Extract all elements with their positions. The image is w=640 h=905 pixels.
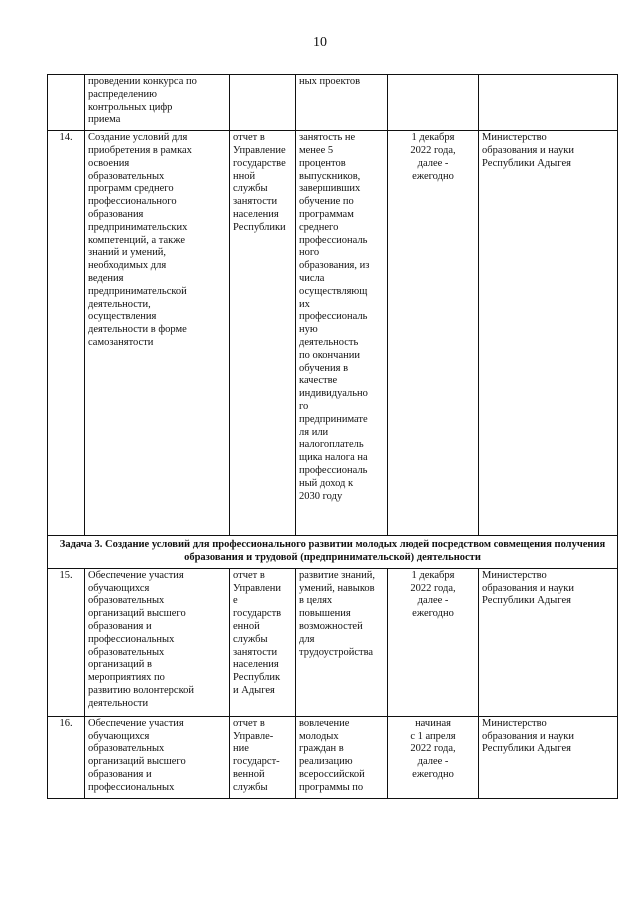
cell-text-line: деятельности, [88, 298, 151, 310]
cell-text-line: Министерство [482, 717, 547, 729]
cell-text-line: занятости [233, 196, 278, 208]
cell-text-line: развитию волонтерской [88, 684, 195, 696]
cell-text-line: самозанятости [88, 336, 154, 348]
cell-text-line: профессионального [88, 196, 177, 208]
deadline-cell [388, 716, 479, 798]
row-number: 15. [48, 568, 85, 716]
cell-text-line: образования и науки [482, 582, 574, 594]
cell-text-line: умений, навыков [299, 582, 375, 594]
cell-text-line: для [299, 633, 315, 645]
cell-text-line: осуществляющ [299, 285, 368, 297]
cell-text-line: образовательных [88, 646, 165, 658]
cell-text-line: предпринимательской [88, 285, 187, 297]
cell-text-line: и Адыгея [233, 684, 275, 696]
cell-text-line: с 1 апреля [410, 730, 456, 742]
activity-cell [85, 131, 230, 536]
cell-text-line: ведения [88, 272, 124, 284]
cell-text-line: государст- [233, 756, 280, 768]
cell-text-line: образовательных [88, 170, 165, 182]
cell-text-line: образования и [88, 768, 152, 780]
cell-text-line: деятельность [299, 336, 359, 348]
cell-text-line: ный доход к [299, 477, 354, 489]
executor-cell [479, 568, 618, 716]
cell-text-line: профессиональных [88, 781, 175, 793]
cell-text-line: профессиональ [299, 311, 368, 323]
indicator-cell [296, 131, 388, 536]
cell-text-line: щика налога на [299, 452, 368, 464]
cell-text-line: отчет в [233, 132, 265, 144]
cell-text-line: отчет в [233, 569, 265, 581]
cell-text-line: образовательных [88, 743, 165, 755]
cell-text-line: енной [233, 620, 260, 632]
cell-text-line: обучающихся [88, 730, 150, 742]
cell-text-line: далее - [417, 157, 449, 169]
cell-text-line: распределению [88, 88, 157, 100]
cell-text-line: трудоустройства [299, 646, 374, 658]
cell-text-line: ежегодно [412, 170, 454, 182]
cell-text-line: завершивших [299, 183, 361, 195]
cell-text-line: ежегодно [412, 768, 454, 780]
cell-text-line: проведении конкурса по [88, 76, 197, 87]
cell-text-line: 2022 года, [410, 144, 456, 156]
cell-text-line: мероприятиях по [88, 672, 165, 684]
cell-text-line: профессиональных [88, 633, 175, 645]
executor-cell [479, 131, 618, 536]
cell-text-line: 1 декабря [411, 132, 455, 144]
cell-text-line: возможностей [299, 620, 363, 632]
activity-cell [85, 716, 230, 798]
cell-text-line: контрольных цифр [88, 101, 173, 113]
deadline-cell [388, 131, 479, 536]
cell-text-line: населения [233, 659, 279, 671]
cell-text-line: образовательных [88, 595, 165, 607]
indicator-cell [296, 716, 388, 798]
cell-text-line: го [299, 400, 309, 412]
cell-text-line: реализацию [299, 756, 353, 768]
cell-text-line: Республик [233, 672, 281, 684]
cell-text-line: занятости [233, 646, 278, 658]
cell-text-line: образования и науки [482, 730, 574, 742]
cell-text-line: обучения в [299, 362, 349, 374]
cell-text-line: налогоплатель [299, 439, 364, 451]
cell-text-line: ежегодно [412, 608, 454, 620]
cell-text-line: Республики [233, 221, 286, 233]
cell-text-line: по окончании [299, 349, 360, 361]
cell-text-line: 1 декабря [411, 569, 455, 581]
cell-text-line: приема [88, 114, 121, 126]
cell-text-line: Республики Адыгея [482, 743, 571, 755]
cell-text-line: организаций высшего [88, 756, 186, 768]
deadline-cell [388, 75, 479, 131]
cell-text-line: обучение по [299, 196, 354, 208]
cell-text-line: индивидуально [299, 388, 368, 400]
cell-text-line: менее 5 [299, 144, 334, 156]
cell-text-line: программам [299, 208, 354, 220]
cell-text-line: службы [233, 781, 268, 793]
executor-cell [479, 75, 618, 131]
cell-text-line: осуществления [88, 311, 157, 323]
cell-text-line: развитие знаний, [299, 569, 376, 581]
cell-text-line: Управлени [233, 582, 281, 594]
cell-text-line: знаний и умений, [88, 247, 167, 259]
cell-text-line: выпускников, [299, 170, 361, 182]
page-number: 10 [313, 35, 327, 50]
cell-text-line: ние [233, 743, 249, 755]
cell-text-line: их [299, 298, 310, 310]
report-document-cell [230, 131, 296, 536]
cell-text-line: 2030 году [299, 490, 343, 502]
cell-text-line: занятость не [299, 132, 356, 144]
task-heading: Задача 3. Создание условий для профессионального развитии молодых людей посредством совмещения получения образования и трудовой (предпринимательской) деятельности [48, 536, 618, 569]
cell-text-line: числа [299, 272, 325, 284]
cell-text-line: освоения [88, 157, 130, 169]
activity-cell [85, 75, 230, 131]
plan-table [47, 74, 618, 799]
cell-text-line: граждан в [299, 743, 344, 755]
cell-text-line: в целях [299, 595, 333, 607]
cell-text-line: предпринимательских [88, 221, 188, 233]
cell-text-line: образования и [88, 620, 152, 632]
cell-text-line: необходимых для [88, 260, 167, 272]
cell-text-line: Управле- [233, 730, 274, 742]
cell-text-line: профессиональ [299, 464, 368, 476]
cell-text-line: ного [299, 247, 320, 259]
report-document-cell [230, 568, 296, 716]
cell-text-line: вовлечение [299, 717, 350, 729]
cell-text-line: деятельности в форме [88, 324, 187, 336]
cell-text-line: приобретения в рамках [88, 144, 192, 156]
cell-text-line: 2022 года, [410, 582, 456, 594]
cell-text-line: далее - [417, 595, 449, 607]
cell-text-line: отчет в [233, 717, 265, 729]
executor-cell [479, 716, 618, 798]
cell-text-line: молодых [299, 730, 339, 742]
cell-text-line: профессиональ [299, 234, 368, 246]
table-row [48, 568, 618, 716]
cell-text-line: далее - [417, 756, 449, 768]
cell-text-line: Министерство [482, 132, 547, 144]
cell-text-line: Создание условий для [88, 132, 188, 144]
cell-text-line: Управление [233, 144, 286, 156]
cell-text-line: государстве [233, 157, 286, 169]
activity-cell [85, 568, 230, 716]
row-number [48, 75, 85, 131]
task-heading-row [48, 536, 618, 569]
cell-text-line: ных проектов [299, 76, 361, 87]
cell-text-line: населения [233, 208, 279, 220]
cell-text-line: ля или [299, 426, 329, 438]
cell-text-line: обучающихся [88, 582, 150, 594]
table-row [48, 131, 618, 536]
cell-text-line: государств [233, 608, 282, 620]
deadline-cell [388, 568, 479, 716]
table-row [48, 75, 618, 131]
cell-text-line: образования, из [299, 260, 370, 272]
cell-text-line: программ среднего [88, 183, 174, 195]
cell-text-line: среднего [299, 221, 339, 233]
cell-text-line: ную [299, 324, 318, 336]
report-document-cell [230, 716, 296, 798]
row-number: 16. [48, 716, 85, 798]
cell-text-line: Республики Адыгея [482, 157, 571, 169]
cell-text-line: начиная [415, 717, 451, 729]
indicator-cell [296, 75, 388, 131]
cell-text-line: е [233, 595, 238, 607]
indicator-cell [296, 568, 388, 716]
cell-text-line: Обеспечение участия [88, 717, 184, 729]
cell-text-line: венной [233, 768, 265, 780]
cell-text-line: службы [233, 183, 268, 195]
cell-text-line: службы [233, 633, 268, 645]
cell-text-line: Министерство [482, 569, 547, 581]
report-document-cell [230, 75, 296, 131]
cell-text-line: программы по [299, 781, 364, 793]
cell-text-line: процентов [299, 157, 346, 169]
cell-text-line: 2022 года, [410, 743, 456, 755]
cell-text-line: образования [88, 208, 144, 220]
cell-text-line: деятельности [88, 697, 149, 709]
cell-text-line: организаций в [88, 659, 152, 671]
cell-text-line: повышения [299, 608, 351, 620]
cell-text-line: нной [233, 170, 256, 182]
cell-text-line: организаций высшего [88, 608, 186, 620]
cell-text-line: Обеспечение участия [88, 569, 184, 581]
cell-text-line: качестве [299, 375, 338, 387]
cell-text-line: Республики Адыгея [482, 595, 571, 607]
cell-text-line: всероссийской [299, 768, 365, 780]
cell-text-line: компетенций, а также [88, 234, 186, 246]
cell-text-line: образования и науки [482, 144, 574, 156]
table-row [48, 716, 618, 798]
row-number: 14. [48, 131, 85, 536]
cell-text-line: предпринимате [299, 413, 368, 425]
